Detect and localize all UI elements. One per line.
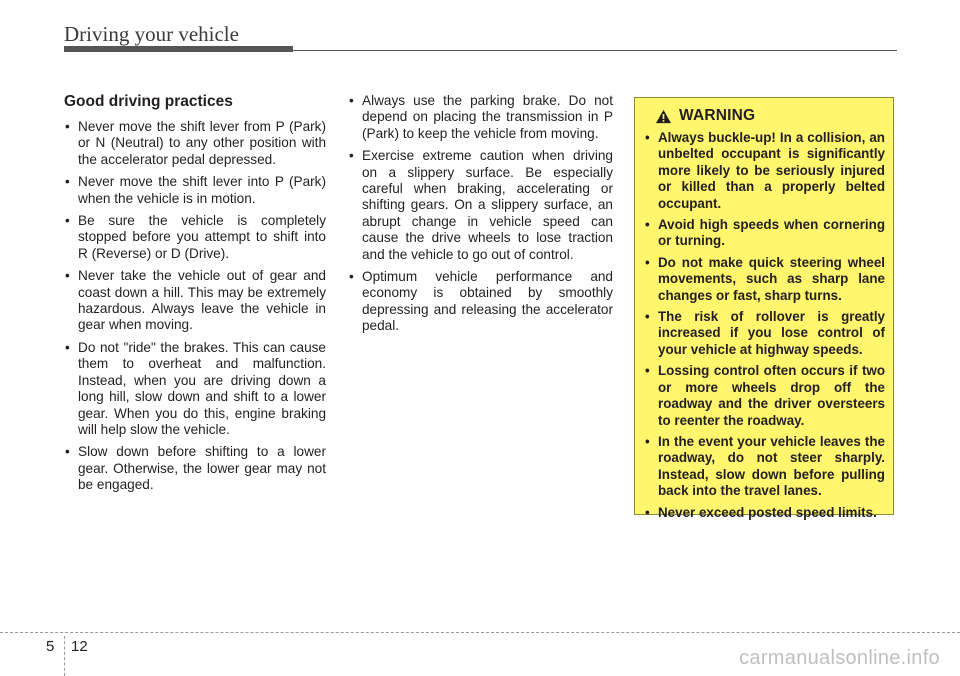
warning-item: • The risk of rollover is greatly increased if you lose control of your vehicle at highway speeds. xyxy=(643,309,885,358)
footer-divider xyxy=(64,636,65,676)
list-item: • Always use the parking brake. Do not depend on placing the transmission in P (Park) to keep the vehicle from moving. xyxy=(348,93,613,142)
list-item: • Never move the shift lever from P (Park) or N (Neutral) to any other position with the accelerator pedal depressed. xyxy=(64,119,326,168)
warning-item: • Never exceed posted speed limits. xyxy=(643,505,885,521)
header-rule xyxy=(64,46,293,52)
list-item: • Never take the vehicle out of gear and coast down a hill. This may be extremely hazardous. Always leave the vehicle in gear when moving. xyxy=(64,268,326,334)
list-item: • Exercise extreme caution when driving on a slippery surface. Be especially careful when braking, accelerating or shifting gears. On a slippery surface, an abrupt change in vehicle speed can cause the drive wheels to lose traction and the vehicle to go out of control. xyxy=(348,148,613,263)
header-rule-thin xyxy=(293,50,897,51)
warning-item: • Do not make quick steering wheel movements, such as sharp lane changes or fast, sharp turns. xyxy=(643,255,885,304)
chapter-number: 5 xyxy=(46,638,55,655)
list-item: • Optimum vehicle performance and economy is obtained by smoothly depressing and releasing the accelerator pedal. xyxy=(348,269,613,335)
footer-rule xyxy=(0,632,960,633)
warning-list xyxy=(643,130,885,521)
warning-item: • Always buckle-up! In a collision, an unbelted occupant is significantly more likely to be seriously injured or killed than a properly belted occupant. xyxy=(643,130,885,212)
column-left xyxy=(64,93,326,500)
list-item: • Do not "ride" the brakes. This can cause them to overheat and malfunction. Instead, when you are driving down a long hill, slow down and shift to a lower gear. When you do this, engine braking will help slow the vehicle. xyxy=(64,340,326,438)
warning-title: WARNING xyxy=(679,107,756,124)
list-item: • Slow down before shifting to a lower gear. Otherwise, the lower gear may not be engaged. xyxy=(64,444,326,493)
section-title: Good driving practices xyxy=(64,93,233,110)
practices-list-right xyxy=(348,93,613,335)
warning-item: • Avoid high speeds when cornering or turning. xyxy=(643,217,885,250)
warning-item: • In the event your vehicle leaves the roadway, do not steer sharply. Instead, slow down before pulling back into the travel lanes. xyxy=(643,434,885,500)
warning-box xyxy=(634,97,894,520)
warning-header xyxy=(655,106,885,126)
list-item: • Never move the shift lever into P (Park) when the vehicle is in motion. xyxy=(64,174,326,207)
column-middle xyxy=(348,93,613,341)
page-header-title: Driving your vehicle xyxy=(64,22,239,46)
watermark-text: carmanualsonline.info xyxy=(739,647,940,669)
practices-list-left xyxy=(64,119,326,494)
warning-triangle-icon xyxy=(655,109,672,124)
warning-item: • Lossing control often occurs if two or more wheels drop off the roadway and the driver oversteers to reenter the roadway. xyxy=(643,363,885,429)
list-item: • Be sure the vehicle is completely stopped before you attempt to shift into R (Reverse) or D (Drive). xyxy=(64,213,326,262)
page-number: 12 xyxy=(71,638,88,655)
